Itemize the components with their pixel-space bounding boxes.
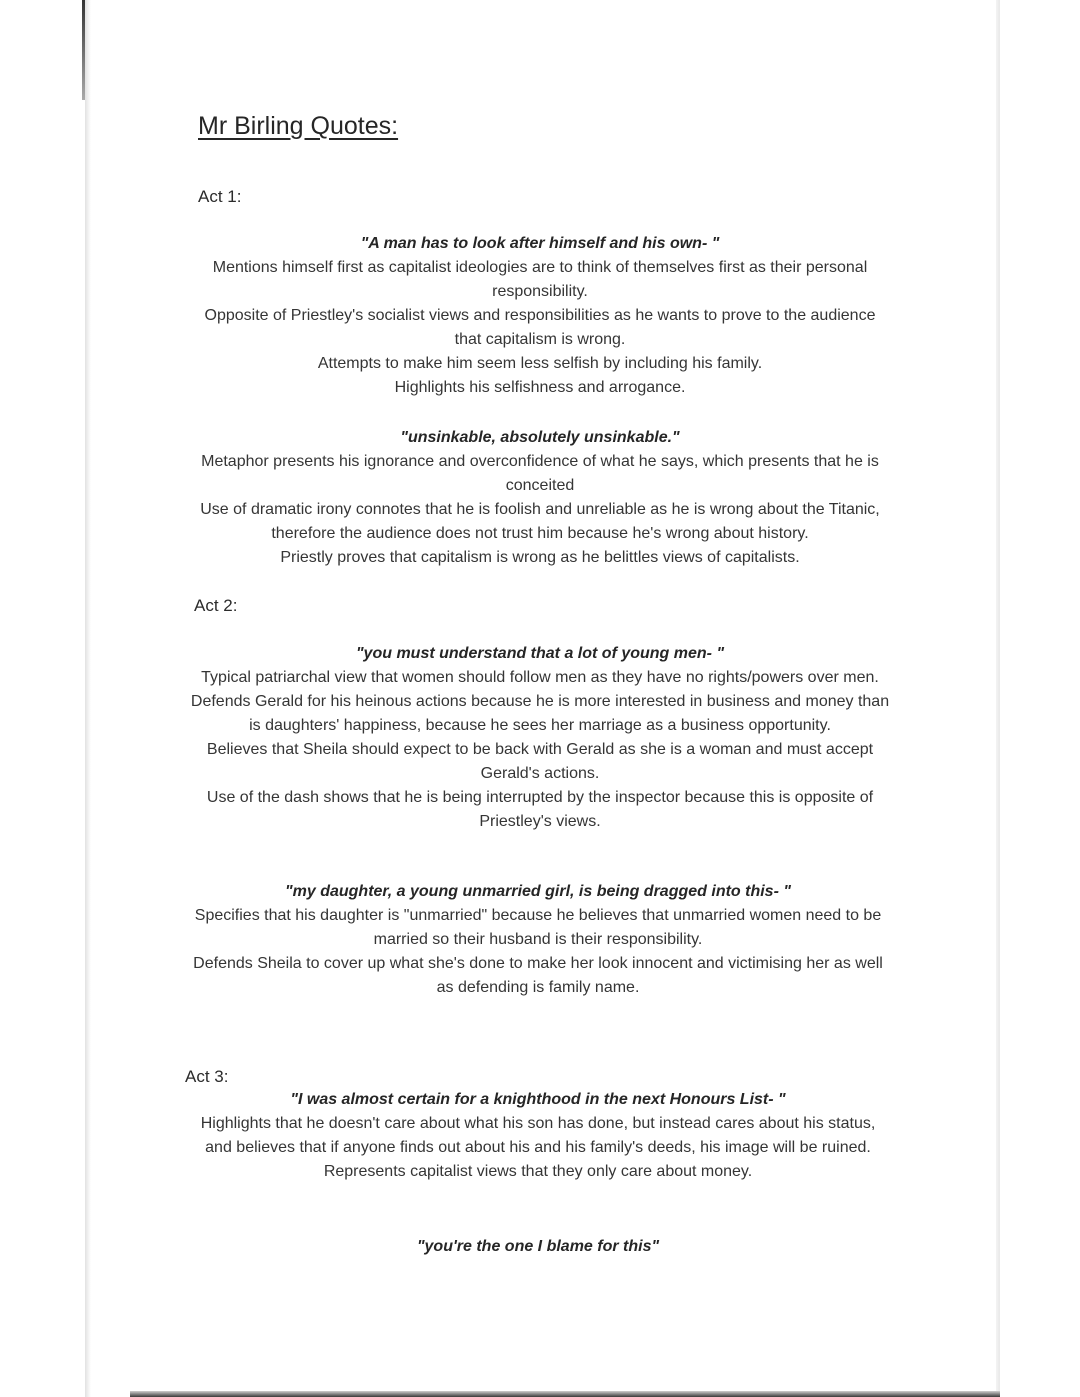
quote-text: "unsinkable, absolutely unsinkable." (400, 429, 680, 446)
act-1-quote-1-block (200, 232, 880, 400)
analysis-note: Specifies that his daughter is "unmarried" because he believes that unmarried women need to be married so their husband is their responsibility. (194, 907, 882, 948)
act-3-quote-1-block (188, 1088, 888, 1184)
analysis-note: Represents capitalist views that they only care about money. (323, 1163, 753, 1180)
analysis-note: Highlights his selfishness and arrogance. (394, 379, 686, 396)
quote-text: "you must understand that a lot of young men- " (355, 645, 725, 662)
act-2-quote-1-block (190, 642, 890, 834)
analysis-note: Defends Sheila to cover up what she's done to make her look innocent and victimising her as well as defending is family name. (193, 955, 883, 996)
analysis-note: Priestly proves that capitalism is wrong as he belittles views of capitalists. (280, 549, 800, 566)
analysis-note: Defends Gerald for his heinous actions because he is more interested in business and money than is daughters' happiness, because he sees her marriage as a business opportunity. (190, 693, 890, 734)
act-2-heading: Act 2: (194, 596, 238, 615)
analysis-note: Use of dramatic irony connotes that he is foolish and unreliable as he is wrong about the Titanic, therefore the audience does not trust him because he's wrong about history. (200, 501, 880, 542)
act-1-heading: Act 1: (198, 187, 242, 206)
quote-text: "my daughter, a young unmarried girl, is being dragged into this- " (285, 883, 791, 900)
analysis-note: Believes that Sheila should expect to be back with Gerald as she is a woman and must accept Gerald's actions. (206, 741, 874, 782)
page-edge-shadow (85, 0, 91, 1397)
quote-text: "you're the one I blame for this" (416, 1238, 660, 1255)
act-1-quote-2-block (200, 426, 880, 570)
document-title: Mr Birling Quotes: (198, 112, 399, 140)
analysis-note: Typical patriarchal view that women should follow men as they have no rights/powers over men. (201, 669, 879, 686)
analysis-note: Use of the dash shows that he is being interrupted by the inspector because this is opposite of Priestley's views. (206, 789, 874, 830)
analysis-note: Attempts to make him seem less selfish by including his family. (317, 355, 763, 372)
act-2-quote-2-block (188, 880, 888, 1000)
page-edge-right (996, 0, 1000, 1397)
quote-text: "I was almost certain for a knighthood in the next Honours List- " (290, 1091, 786, 1108)
page-edge-mark (82, 0, 85, 100)
analysis-note: Mentions himself first as capitalist ideologies are to think of themselves first as their personal responsibility. (212, 259, 868, 300)
analysis-note: Highlights that he doesn't care about what his son has done, but instead cares about his status, and believes that if anyone finds out about his and his family's deeds, his image will be ruined. (200, 1115, 876, 1156)
analysis-note: Metaphor presents his ignorance and overconfidence of what he says, which presents that he is conceited (201, 453, 879, 494)
act-3-quote-2-block (188, 1235, 888, 1259)
analysis-note: Opposite of Priestley's socialist views and responsibilities as he wants to prove to the audience that capitalism is wrong. (204, 307, 876, 348)
page-edge-bottom (130, 1391, 1000, 1397)
quote-text: "A man has to look after himself and his own- " (360, 235, 720, 252)
act-3-heading: Act 3: (185, 1067, 229, 1086)
